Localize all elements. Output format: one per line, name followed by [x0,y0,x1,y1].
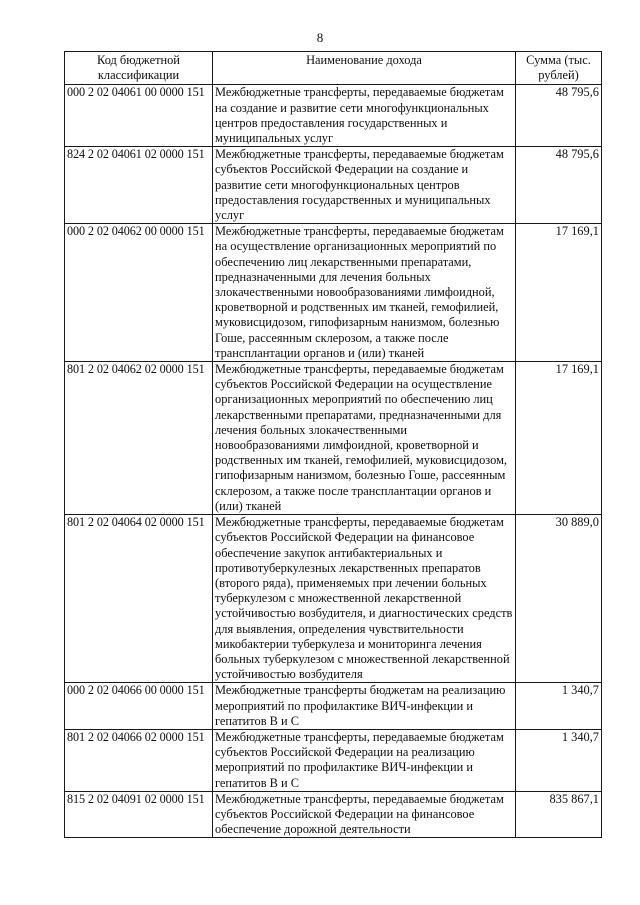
table-row [65,683,602,730]
table-body [65,85,602,838]
income-name-cell: Межбюджетные трансферты, передаваемые бюджетам на осуществление организационных мероприятий по обеспечению лиц лекарственными препаратами, предназначенными для лечения больных злокачественными новообразованиями лимфоидной, кроветворной и родственных им тканей, гемофилией, муковисцидозом, гипофизарным нанизмом, болезнью Гоше, рассеянным склерозом, а также после трансплантации органов и (или) тканей [213,224,516,362]
header-code: Код бюджетной классификации [65,52,213,85]
income-name-cell: Межбюджетные трансферты, передаваемые бюджетам на создание и развитие сети многофункциональных центров предоставления государственных и муниципальных услуг [213,85,516,147]
table-row [65,224,602,362]
amount-cell: 17 169,1 [516,224,602,362]
budget-code-cell: 000 2 02 04061 00 0000 151 [65,85,213,147]
amount-cell: 1 340,7 [516,683,602,730]
table-row [65,515,602,683]
budget-code-cell: 824 2 02 04061 02 0000 151 [65,147,213,224]
budget-code-cell: 801 2 02 04062 02 0000 151 [65,362,213,515]
amount-cell: 30 889,0 [516,515,602,683]
amount-cell: 48 795,6 [516,147,602,224]
amount-cell: 48 795,6 [516,85,602,147]
income-name-cell: Межбюджетные трансферты, передаваемые бюджетам субъектов Российской Федерации на создание и развитие сети многофункциональных центров предоставления государственных и муниципальных услуг [213,147,516,224]
income-name-cell: Межбюджетные трансферты, передаваемые бюджетам субъектов Российской Федерации на финансовое обеспечение дорожной деятельности [213,791,516,838]
header-name: Наименование дохода [213,52,516,85]
budget-code-cell: 000 2 02 04062 00 0000 151 [65,224,213,362]
amount-cell: 1 340,7 [516,729,602,791]
income-name-cell: Межбюджетные трансферты бюджетам на реализацию мероприятий по профилактике ВИЧ-инфекции и гепатитов В и С [213,683,516,730]
page-number: 8 [316,30,324,45]
table-row [65,362,602,515]
budget-code-cell: 801 2 02 04066 02 0000 151 [65,729,213,791]
header-amount: Сумма (тыс. рублей) [516,52,602,85]
income-name-cell: Межбюджетные трансферты, передаваемые бюджетам субъектов Российской Федерации на финансовое обеспечение закупок антибактериальных и противотуберкулезных лекарственных препаратов (второго ряда), применяемых при лечении больных туберкулезом с множественной лекарственной устойчивостью возбудителя, и диагностических средств для выявления, определения чувствительности микобактерии туберкулеза и мониторинга лечения больных туберкулезом с множественной лекарственной устойчивостью возбудителя [213,515,516,683]
table-row [65,791,602,838]
budget-code-cell: 815 2 02 04091 02 0000 151 [65,791,213,838]
income-name-cell: Межбюджетные трансферты, передаваемые бюджетам субъектов Российской Федерации на осуществление организационных мероприятий по обеспечению лиц лекарственными препаратами, предназначенными для лечения больных злокачественными новообразованиями лимфоидной, кроветворной и родственных им тканей, гемофилией, муковисцидозом, гипофизарным нанизмом, болезнью Гоше, рассеянным склерозом, а также после трансплантации органов и (или) тканей [213,362,516,515]
budget-code-cell: 801 2 02 04064 02 0000 151 [65,515,213,683]
amount-cell: 17 169,1 [516,362,602,515]
header-row [65,52,602,85]
budget-code-cell: 000 2 02 04066 00 0000 151 [65,683,213,730]
income-name-cell: Межбюджетные трансферты, передаваемые бюджетам субъектов Российской Федерации на реализацию мероприятий по профилактике ВИЧ-инфекции и гепатитов В и С [213,729,516,791]
amount-cell: 835 867,1 [516,791,602,838]
table-header [65,52,602,85]
table-row [65,85,602,147]
income-table [64,51,602,838]
table-row [65,147,602,224]
table-row [65,729,602,791]
